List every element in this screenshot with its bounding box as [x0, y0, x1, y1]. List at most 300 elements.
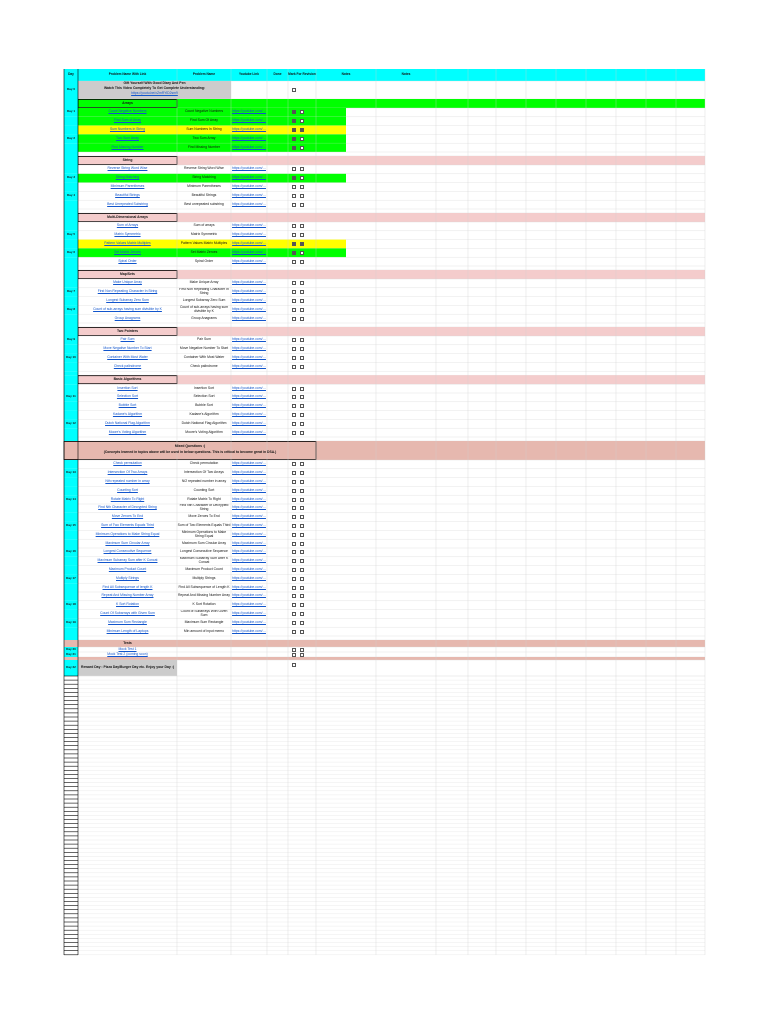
problem-link-text: Maximum Sum Circular Array [105, 540, 150, 545]
revision-checkbox[interactable] [300, 194, 304, 198]
revision-checkbox[interactable] [300, 404, 304, 408]
done-checkbox[interactable] [292, 431, 296, 435]
empty-day-cell [64, 848, 78, 852]
youtube-link[interactable] [231, 183, 267, 192]
youtube-link[interactable] [231, 257, 267, 266]
problem-name [177, 522, 231, 531]
youtube-link[interactable] [231, 522, 267, 531]
done-checkbox[interactable] [292, 559, 296, 563]
problem-link[interactable] [78, 222, 177, 231]
youtube-link[interactable] [231, 305, 267, 314]
done-checkbox[interactable] [292, 317, 296, 321]
youtube-link[interactable] [231, 411, 267, 420]
done-checkbox[interactable] [292, 550, 296, 554]
day-column-fill [64, 539, 78, 548]
problem-name-text: Kadane's Algorithm [189, 412, 219, 417]
revision-checkbox[interactable] [300, 308, 304, 312]
intro-watch-text: Watch This Video Completely To Get Complete Understanding: [103, 86, 206, 90]
revision-checkbox[interactable] [300, 462, 304, 466]
problem-link[interactable] [78, 314, 177, 323]
problem-link[interactable] [78, 627, 177, 636]
youtube-link[interactable] [231, 539, 267, 548]
youtube-link-text: https://youtube.com/… [232, 337, 266, 342]
revision-checkbox[interactable] [300, 489, 304, 493]
revision-checkbox[interactable] [300, 413, 304, 417]
day-label-text: Day 1 [66, 109, 75, 114]
youtube-link-text: https://youtube.com/… [232, 487, 266, 492]
problem-link[interactable] [78, 610, 177, 619]
empty-day-cell [64, 840, 78, 844]
youtube-link[interactable] [231, 530, 267, 539]
done-checkbox[interactable] [292, 621, 296, 625]
day-label-text: Day 17 [66, 575, 76, 580]
done-checkbox[interactable] [292, 653, 296, 657]
problem-link[interactable] [78, 618, 177, 627]
problem-link-text: Check permutation [113, 461, 142, 466]
youtube-link-text: https://youtube.com/… [232, 549, 266, 554]
youtube-link[interactable] [231, 495, 267, 504]
problem-link[interactable] [78, 411, 177, 420]
revision-checkbox[interactable] [300, 281, 304, 285]
problem-link-text: Make Unique Array [113, 280, 142, 285]
column-header [288, 69, 316, 81]
done-checkbox[interactable] [292, 395, 296, 399]
problem-link[interactable] [78, 200, 177, 209]
done-checkbox[interactable] [292, 185, 296, 189]
revision-checkbox[interactable] [300, 630, 304, 634]
done-checkbox[interactable] [292, 203, 296, 207]
done-checkbox[interactable] [292, 603, 296, 607]
done-checkbox[interactable] [292, 88, 296, 92]
problem-link[interactable] [78, 504, 177, 513]
revision-checkbox[interactable] [300, 515, 304, 519]
problem-link-text: Sum Numbers in String [109, 127, 146, 132]
done-checkbox[interactable] [292, 630, 296, 634]
problem-link[interactable] [78, 126, 177, 135]
revision-checkbox[interactable] [300, 128, 304, 132]
column-header [231, 69, 267, 81]
youtube-link[interactable] [231, 297, 267, 306]
revision-checkbox[interactable] [300, 167, 304, 171]
youtube-link-text: https://youtube.com/… [232, 531, 266, 536]
youtube-link[interactable] [231, 336, 267, 345]
problem-link[interactable] [78, 240, 177, 249]
day-label [64, 191, 78, 200]
revision-checkbox[interactable] [300, 119, 304, 123]
youtube-link[interactable] [231, 513, 267, 522]
empty-day-cell [64, 828, 78, 832]
revision-checkbox[interactable] [300, 395, 304, 399]
youtube-link-text: https://youtube.com/… [232, 166, 266, 171]
problem-link-text: First Non Repeating Character In String [97, 289, 158, 294]
revision-checkbox[interactable] [300, 568, 304, 572]
done-checkbox[interactable] [292, 365, 296, 369]
revision-checkbox[interactable] [300, 648, 304, 652]
revision-checkbox[interactable] [300, 480, 304, 484]
problem-link-text: Best Unrepeated Substring [107, 201, 148, 206]
youtube-link[interactable] [231, 248, 267, 257]
day-label [64, 495, 78, 504]
empty-day-cell [64, 680, 78, 684]
done-checkbox[interactable] [292, 194, 296, 198]
empty-day-cell [64, 733, 78, 737]
revision-checkbox[interactable] [300, 146, 304, 150]
youtube-link[interactable] [231, 402, 267, 411]
youtube-link[interactable] [231, 362, 267, 371]
youtube-link[interactable] [231, 583, 267, 592]
youtube-link-text: https://youtube.com/… [232, 346, 266, 351]
revision-checkbox[interactable] [300, 185, 304, 189]
day-column-fill [64, 156, 78, 165]
youtube-link[interactable] [231, 460, 267, 469]
column-header-text: Day [68, 72, 74, 77]
youtube-link-text: https://youtube.com/… [232, 385, 266, 390]
day-column-fill [64, 327, 78, 336]
mixed-subtitle-text: (Concepts learned in topics above will be used in below questions. This is critical to become great in DSA.) [103, 450, 277, 455]
empty-day-cell [64, 811, 78, 815]
empty-day-cell [64, 705, 78, 709]
day-label [64, 134, 78, 143]
empty-day-cell [64, 684, 78, 688]
intro-link[interactable] [78, 91, 231, 96]
day-label [64, 548, 78, 557]
problem-link[interactable] [78, 402, 177, 411]
done-checkbox[interactable] [292, 308, 296, 312]
done-checkbox[interactable] [292, 110, 296, 114]
revision-checkbox[interactable] [300, 203, 304, 207]
youtube-link[interactable] [231, 469, 267, 478]
youtube-link-text: https://youtube.com/… [232, 355, 266, 360]
problem-link-text: String Matching [115, 175, 140, 180]
problem-link[interactable] [78, 592, 177, 601]
problem-link[interactable] [78, 522, 177, 531]
problem-link[interactable] [78, 557, 177, 566]
youtube-link[interactable] [231, 174, 267, 183]
done-checkbox[interactable] [292, 146, 296, 150]
problem-link[interactable] [78, 288, 177, 297]
youtube-link[interactable] [231, 548, 267, 557]
revision-checkbox[interactable] [300, 176, 304, 180]
problem-link[interactable] [78, 428, 177, 437]
problem-name [177, 618, 231, 627]
revision-checkbox[interactable] [300, 550, 304, 554]
youtube-link[interactable] [231, 191, 267, 200]
revision-checkbox[interactable] [300, 242, 304, 246]
done-checkbox[interactable] [292, 663, 296, 667]
done-checkbox[interactable] [292, 533, 296, 537]
done-checkbox[interactable] [292, 480, 296, 484]
revision-checkbox[interactable] [300, 422, 304, 426]
problem-link[interactable] [78, 574, 177, 583]
problem-link[interactable] [78, 183, 177, 192]
revision-checkbox[interactable] [300, 524, 304, 528]
problem-link[interactable] [78, 362, 177, 371]
youtube-link[interactable] [231, 288, 267, 297]
done-checkbox[interactable] [292, 167, 296, 171]
problem-link[interactable] [78, 478, 177, 487]
problem-link[interactable] [78, 231, 177, 240]
youtube-link[interactable] [231, 354, 267, 363]
problem-link-text: Reverse String Word Wise [107, 166, 148, 171]
done-checkbox[interactable] [292, 524, 296, 528]
test-link[interactable] [78, 652, 177, 657]
revision-checkbox[interactable] [300, 299, 304, 303]
problem-link[interactable] [78, 248, 177, 257]
done-checkbox[interactable] [292, 413, 296, 417]
done-checkbox[interactable] [292, 176, 296, 180]
problem-name [177, 601, 231, 610]
problem-link[interactable] [78, 257, 177, 266]
done-checkbox[interactable] [292, 542, 296, 546]
revision-checkbox[interactable] [300, 577, 304, 581]
done-checkbox[interactable] [292, 577, 296, 581]
youtube-link[interactable] [231, 314, 267, 323]
youtube-link[interactable] [231, 384, 267, 393]
youtube-link[interactable] [231, 486, 267, 495]
revision-checkbox[interactable] [300, 594, 304, 598]
done-checkbox[interactable] [292, 356, 296, 360]
revision-checkbox[interactable] [300, 471, 304, 475]
done-checkbox[interactable] [292, 224, 296, 228]
revision-checkbox[interactable] [300, 603, 304, 607]
problem-name [177, 248, 231, 257]
problem-link[interactable] [78, 297, 177, 306]
done-checkbox[interactable] [292, 387, 296, 391]
done-checkbox[interactable] [292, 128, 296, 132]
done-checkbox[interactable] [292, 594, 296, 598]
problem-link[interactable] [78, 384, 177, 393]
youtube-link[interactable] [231, 393, 267, 402]
problem-link[interactable] [78, 354, 177, 363]
revision-checkbox[interactable] [300, 498, 304, 502]
empty-day-cell [64, 701, 78, 705]
done-checkbox[interactable] [292, 119, 296, 123]
done-checkbox[interactable] [292, 260, 296, 264]
empty-day-cell [64, 770, 78, 774]
revision-checkbox[interactable] [300, 365, 304, 369]
revision-checkbox[interactable] [300, 110, 304, 114]
day-column-fill [64, 362, 78, 371]
revision-checkbox[interactable] [300, 586, 304, 590]
revision-checkbox[interactable] [300, 542, 304, 546]
youtube-link[interactable] [231, 134, 267, 143]
youtube-link[interactable] [231, 627, 267, 636]
youtube-link[interactable] [231, 610, 267, 619]
problem-link[interactable] [78, 165, 177, 174]
problem-link-text: Nth repeated number in array [105, 479, 150, 484]
youtube-link[interactable] [231, 117, 267, 126]
problem-link[interactable] [78, 305, 177, 314]
problem-link[interactable] [78, 548, 177, 557]
column-header [316, 69, 376, 81]
revision-checkbox[interactable] [300, 290, 304, 294]
done-checkbox[interactable] [292, 242, 296, 246]
day-label-text: Day 12 [66, 420, 76, 425]
youtube-link[interactable] [231, 419, 267, 428]
problem-link-text: Find Missing Number [111, 144, 144, 149]
youtube-link[interactable] [231, 165, 267, 174]
empty-day-cell [64, 815, 78, 819]
done-checkbox[interactable] [292, 404, 296, 408]
youtube-link[interactable] [231, 200, 267, 209]
youtube-link[interactable] [231, 222, 267, 231]
empty-day-cell [64, 787, 78, 791]
problem-link[interactable] [78, 108, 177, 117]
section-label-text: String [122, 157, 133, 162]
done-checkbox[interactable] [292, 489, 296, 493]
problem-name [177, 305, 231, 314]
problem-link[interactable] [78, 601, 177, 610]
section-label [78, 270, 177, 279]
empty-day-cell [64, 897, 78, 901]
problem-name [177, 174, 231, 183]
revision-checkbox[interactable] [300, 653, 304, 657]
youtube-link[interactable] [231, 108, 267, 117]
problem-name-text: Group Anagrams [191, 315, 217, 320]
empty-day-cell [64, 918, 78, 922]
done-checkbox[interactable] [292, 137, 296, 141]
empty-day-cell [64, 791, 78, 795]
problem-name-text: Bubble Sort [195, 403, 213, 408]
youtube-link[interactable] [231, 566, 267, 575]
problem-link[interactable] [78, 566, 177, 575]
youtube-link[interactable] [231, 574, 267, 583]
problem-name-text: Repeat And Missing Number Array [177, 593, 230, 598]
youtube-link-text: https://youtube.com/… [232, 363, 266, 368]
problem-link[interactable] [78, 495, 177, 504]
youtube-link[interactable] [231, 601, 267, 610]
day-label-text: Day 7 [66, 289, 75, 294]
day-label-text: Day 0 [66, 87, 75, 92]
done-checkbox[interactable] [292, 422, 296, 426]
reward-label-text: Reward Day : Pizza Day/Burger Day etc. Enjoy your Day :) [81, 665, 174, 670]
problem-link[interactable] [78, 513, 177, 522]
revision-checkbox[interactable] [300, 356, 304, 360]
youtube-link-text: https://youtube.com/… [232, 505, 266, 510]
done-checkbox[interactable] [292, 251, 296, 255]
problem-link[interactable] [78, 469, 177, 478]
revision-checkbox[interactable] [300, 338, 304, 342]
youtube-link[interactable] [231, 478, 267, 487]
empty-day-cell [64, 906, 78, 910]
youtube-link[interactable] [231, 592, 267, 601]
done-checkbox[interactable] [292, 506, 296, 510]
done-checkbox[interactable] [292, 347, 296, 351]
problem-link[interactable] [78, 460, 177, 469]
problem-link[interactable] [78, 393, 177, 402]
problem-name-text: Count Negative Numbers [184, 109, 224, 114]
problem-link[interactable] [78, 143, 177, 152]
problem-link[interactable] [78, 117, 177, 126]
problem-link[interactable] [78, 345, 177, 354]
revision-checkbox[interactable] [300, 260, 304, 264]
problem-link-text: Find Sum of Array [113, 118, 142, 123]
youtube-link[interactable] [231, 231, 267, 240]
problem-link[interactable] [78, 191, 177, 200]
problem-link[interactable] [78, 134, 177, 143]
day-column-fill [64, 165, 78, 174]
done-checkbox[interactable] [292, 515, 296, 519]
done-checkbox[interactable] [292, 498, 296, 502]
revision-checkbox[interactable] [300, 387, 304, 391]
problem-link[interactable] [78, 279, 177, 288]
day-label [64, 419, 78, 428]
day-label-text: Day 8 [66, 306, 75, 311]
day-column-fill [64, 460, 78, 469]
done-checkbox[interactable] [292, 586, 296, 590]
youtube-link[interactable] [231, 279, 267, 288]
youtube-link[interactable] [231, 143, 267, 152]
problem-name-text: Count of Subarrays With Given Sum [180, 609, 228, 617]
revision-checkbox[interactable] [300, 533, 304, 537]
empty-day-cell [64, 721, 78, 725]
revision-checkbox[interactable] [300, 317, 304, 321]
done-checkbox[interactable] [292, 233, 296, 237]
revision-checkbox[interactable] [300, 431, 304, 435]
problem-link[interactable] [78, 419, 177, 428]
empty-day-cell [64, 844, 78, 848]
tests-label-text: Tests [123, 640, 132, 645]
revision-checkbox[interactable] [300, 251, 304, 255]
day-column-fill [64, 566, 78, 575]
day-label-text: Day 14 [66, 496, 76, 501]
empty-day-cell [64, 873, 78, 877]
revision-checkbox[interactable] [300, 559, 304, 563]
youtube-link[interactable] [231, 345, 267, 354]
day-column-fill [64, 371, 78, 375]
revision-checkbox[interactable] [300, 612, 304, 616]
youtube-link[interactable] [231, 618, 267, 627]
youtube-link[interactable] [231, 428, 267, 437]
problem-name-text: N/2 repeated number in array [181, 479, 227, 484]
problem-link[interactable] [78, 583, 177, 592]
problem-name [177, 504, 231, 513]
problem-link[interactable] [78, 530, 177, 539]
done-checkbox[interactable] [292, 462, 296, 466]
revision-checkbox[interactable] [300, 506, 304, 510]
day-label-text: Day 9 [66, 337, 75, 342]
revision-checkbox[interactable] [300, 137, 304, 141]
done-checkbox[interactable] [292, 299, 296, 303]
intro-title-text: Gift Yourself With Good Diary And Pen [123, 81, 186, 85]
revision-checkbox[interactable] [300, 233, 304, 237]
youtube-link[interactable] [231, 126, 267, 135]
day-label-text: Day 18 [66, 602, 76, 607]
revision-checkbox[interactable] [300, 224, 304, 228]
done-checkbox[interactable] [292, 648, 296, 652]
problem-name [177, 191, 231, 200]
revision-checkbox[interactable] [300, 347, 304, 351]
done-checkbox[interactable] [292, 338, 296, 342]
youtube-link[interactable] [231, 504, 267, 513]
youtube-link[interactable] [231, 240, 267, 249]
problem-link[interactable] [78, 336, 177, 345]
empty-day-cell [64, 926, 78, 930]
done-checkbox[interactable] [292, 471, 296, 475]
problem-link[interactable] [78, 486, 177, 495]
done-checkbox[interactable] [292, 290, 296, 294]
problem-name-text: Insertion Sort [193, 385, 215, 390]
youtube-link[interactable] [231, 557, 267, 566]
done-checkbox[interactable] [292, 612, 296, 616]
day-column-fill [64, 583, 78, 592]
problem-link-text: Count Negative Numbers [108, 109, 147, 114]
revision-checkbox[interactable] [300, 621, 304, 625]
done-checkbox[interactable] [292, 281, 296, 285]
problem-link[interactable] [78, 539, 177, 548]
problem-link[interactable] [78, 174, 177, 183]
done-checkbox[interactable] [292, 568, 296, 572]
